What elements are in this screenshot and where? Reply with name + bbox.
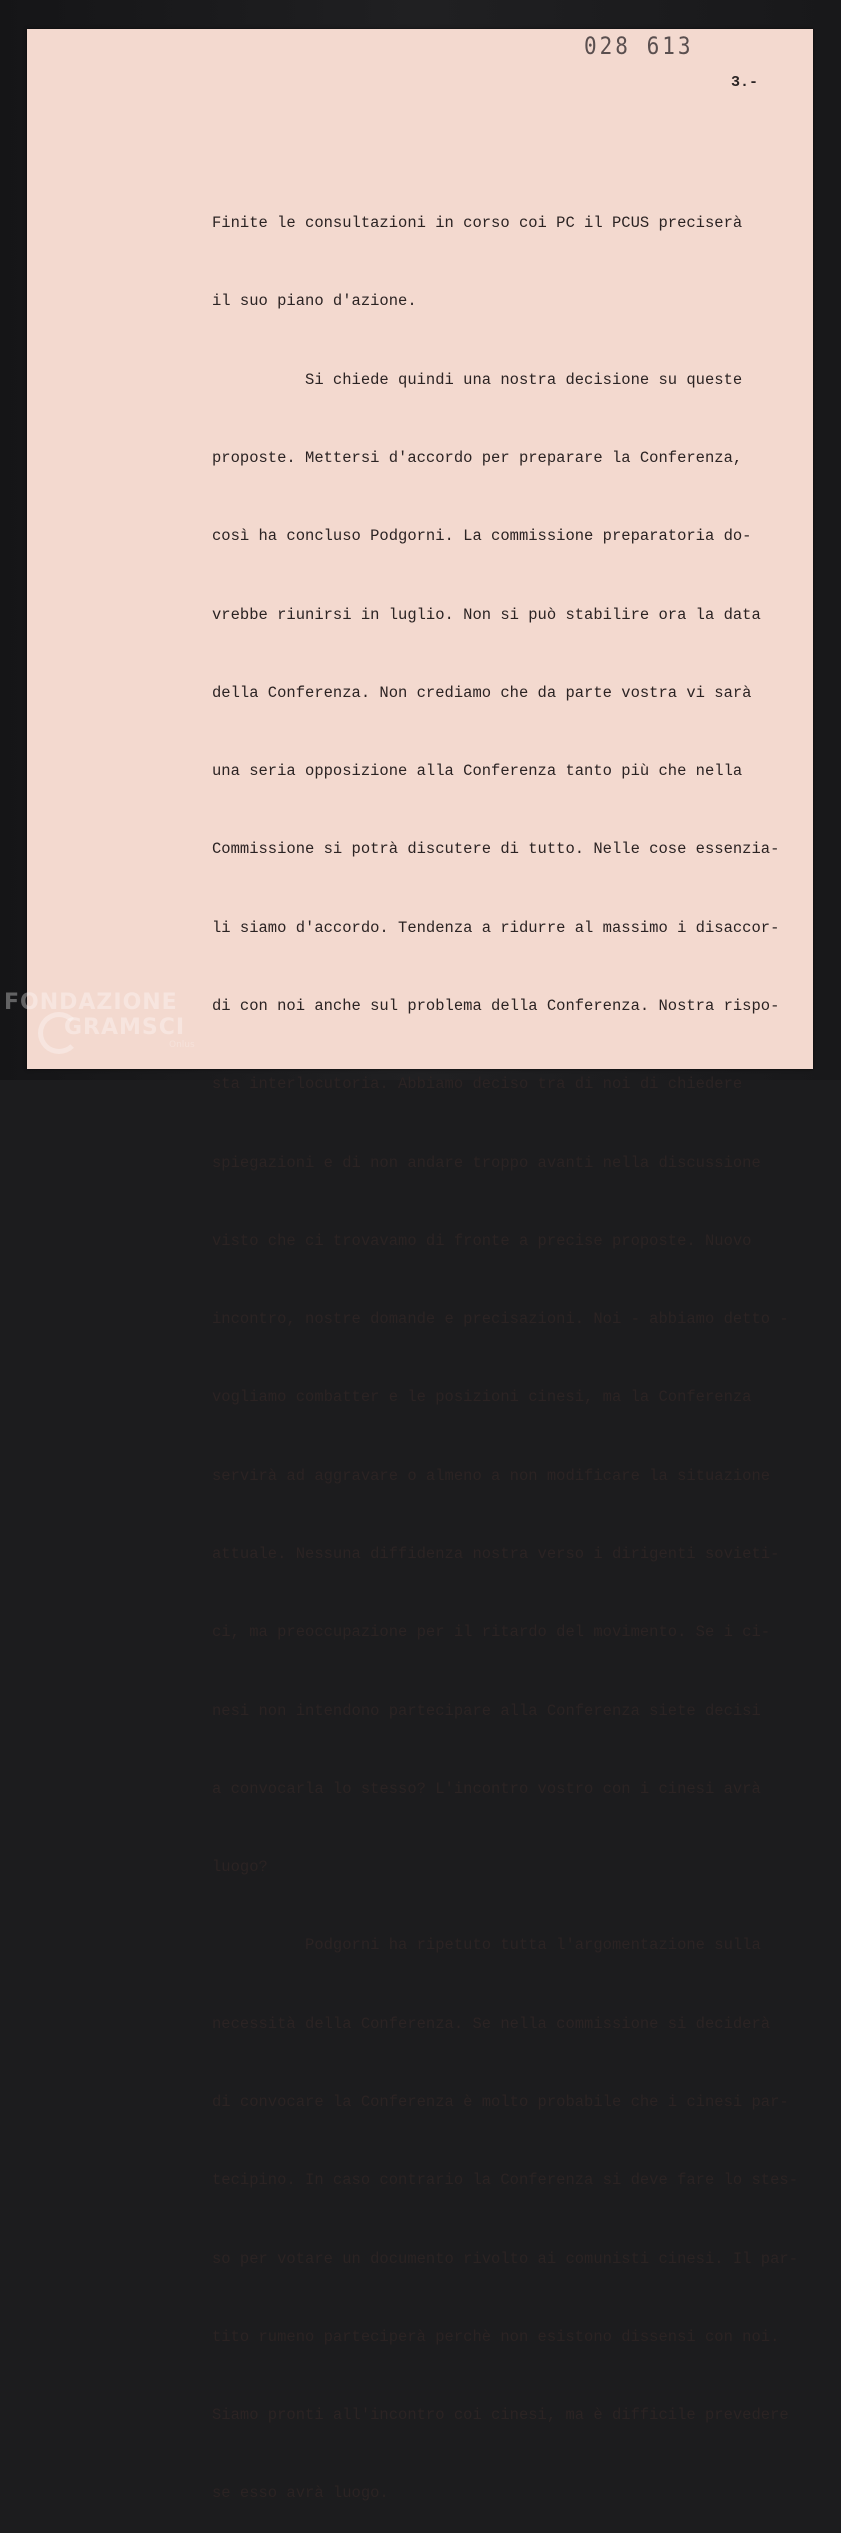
text-line: Finite le consultazioni in corso coi PC il PCUS preciserà [212, 214, 743, 233]
text-line: so per votare un documento rivolto ai comunisti cinesi. Il par- [212, 2249, 798, 2268]
text-line: Siamo pronti all'incontro coi cinesi, ma è difficile prevedere [212, 2406, 789, 2425]
text-line: servirà ad aggravare o almeno a non modificare la situazione [212, 1466, 771, 1485]
text-line: attuale. Nessuna diffidenza nostra verso i dirigenti sovieti- [212, 1544, 780, 1563]
text-line: vogliamo combatter e le posizioni cinesi, ma la Conferenza [212, 1388, 752, 1407]
text-line: Podgorni ha ripetuto tutta l'argomentazione sulla [212, 1936, 761, 1955]
text-line: visto che ci trovavamo di fronte a precise proposte. Nuovo [212, 1231, 752, 1250]
watermark-line-1: FONDAZIONE [4, 990, 178, 1015]
text-line: luogo? [212, 1858, 268, 1877]
text-line: una seria opposizione alla Conferenza tanto più che nella [212, 762, 743, 781]
text-line: il suo piano d'azione. [212, 292, 417, 311]
watermark-line-2: GRAMSCI [64, 1015, 186, 1040]
text-line: proposte. Mettersi d'accordo per preparare la Conferenza, [212, 449, 743, 468]
archive-number: 028 613 [584, 32, 694, 60]
watermark-line-3: Onlus [169, 1040, 195, 1050]
text-line: nesi non intendono partecipare alla Conferenza siete decisi [212, 1701, 761, 1720]
text-line: sta interlocutoria. Abbiamo deciso tra di noi di chiedere [212, 1075, 743, 1094]
text-line: tito rumeno parteciperà perchè non esistono dissensi con noi. [212, 2327, 780, 2346]
text-line: Si chiede quindi una nostra decisione su queste [212, 370, 743, 389]
text-line: Commissione si potrà discutere di tutto. Nelle cose essenzia- [212, 840, 780, 859]
page-number: 3.- [731, 74, 759, 91]
watermark-g-icon [38, 1012, 80, 1054]
text-line: li siamo d'accordo. Tendenza a ridurre al massimo i disaccor- [212, 918, 780, 937]
text-line: di convocare la Conferenza è molto probabile che i cinesi par- [212, 2092, 789, 2111]
text-line: di con noi anche sul problema della Conferenza. Nostra rispo- [212, 997, 780, 1015]
text-line: a convocarla lo stesso? L'incontro vostro con i cinesi avrà [212, 1779, 761, 1798]
text-line: ci, ma preoccupazione per il ritardo del movimento. Se i ci- [212, 1623, 771, 1642]
text-line: necessità della Conferenza. Se nella commissione si deciderà [212, 2014, 771, 2033]
text-line: della Conferenza. Non crediamo che da parte vostra vi sarà [212, 683, 752, 702]
text-line: se esso avrà luogo. [212, 2484, 389, 2503]
text-line: spiegazioni e di non andare troppo avanti nella discussione [212, 1153, 761, 1172]
text-line: incontro, nostre domande e precisazioni. Noi - abbiamo detto - [212, 1310, 789, 1329]
fondazione-gramsci-watermark [4, 990, 195, 1050]
text-line: così ha concluso Podgorni. La commissione preparatoria do- [212, 527, 752, 546]
text-line: vrebbe riunirsi in luglio. Non si può stabilire ora la data [212, 605, 761, 624]
text-line: tecipino. In caso contrario la Conferenza si deve fare lo stes- [212, 2171, 798, 2190]
typewritten-body [212, 158, 822, 2533]
